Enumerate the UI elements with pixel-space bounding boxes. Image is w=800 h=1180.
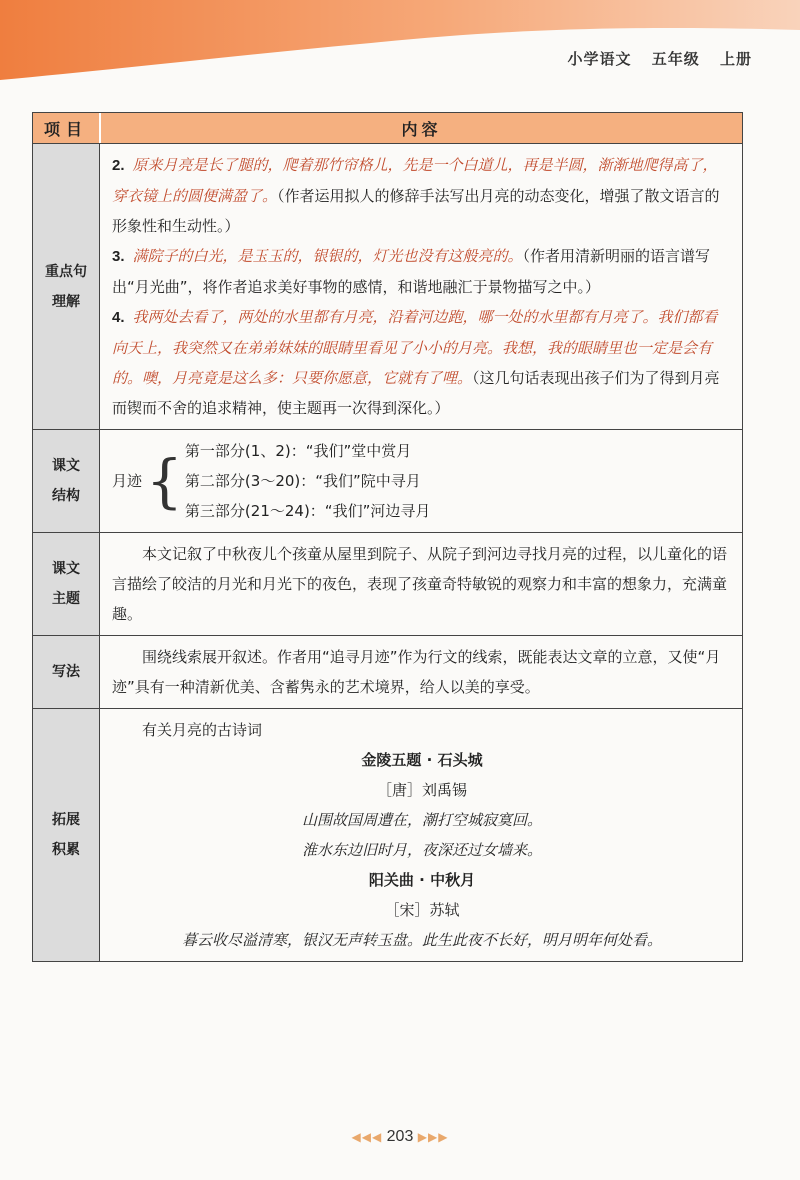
- row-writing: [33, 635, 742, 708]
- label-line: 拓展: [52, 812, 80, 828]
- content-theme: 本文记叙了中秋夜儿个孩童从屋里到院子、从院子到河边寻找月亮的过程，以儿童化的语言描绘了皎洁的月光和月光下的夜色，表现了孩童奇特敏锐的观察力和丰富的想象力，充满童趣。: [112, 545, 728, 623]
- note-text: （作者运用拟人的修辞手法写出月亮的动态变化，增强了散文语言的形象性和生动性。）: [112, 187, 720, 235]
- poem-line: 淮水东边旧时月，夜深还过女墙来。: [301, 841, 542, 859]
- note-text: （这几句话表现出孩子们为了得到月亮而锲而不舍的追求精神，使主题再一次得到深化。）: [112, 369, 720, 417]
- poem-title: 阳关曲 · 中秋月: [368, 871, 476, 889]
- quote-text: 满院子的白光，是玉玉的，银银的，灯光也没有这般亮的。: [132, 247, 523, 265]
- brace-icon: {: [146, 447, 183, 515]
- label-line: 课文: [52, 561, 80, 577]
- item-number: 4.: [112, 309, 125, 326]
- row-theme: [33, 532, 742, 635]
- label-key-sentences: [33, 144, 100, 429]
- page-footer: [0, 1128, 800, 1146]
- row-extension: [33, 708, 742, 961]
- item-number: 3.: [112, 248, 125, 265]
- left-arrows-icon: ◀◀◀: [351, 1130, 383, 1144]
- right-arrows-icon: ▶▶▶: [417, 1130, 449, 1144]
- content-structure: [100, 430, 742, 532]
- sentence-item: [112, 150, 732, 241]
- structure-part: 第三部分(21～24)：“我们”河边寻月: [184, 502, 431, 520]
- label-line: 课文: [52, 458, 80, 474]
- top-decorative-band: [0, 0, 800, 90]
- content-writing: 围绕线索展开叙述。作者用“追寻月迹”作为行文的线索，既能表达文章的立意，又使“月迹”具有一种清新优美、含蓄隽永的艺术境界，给人以美的享受。: [112, 648, 721, 696]
- row-structure: [33, 429, 742, 532]
- label-extension: [33, 709, 100, 961]
- quote-text: 原来月亮是长了腿的，爬着那竹帘格儿，先是一个白道儿，再是半圆，渐渐地爬得高了，穿衣镜上的圆便满盈了。: [112, 156, 718, 205]
- label-structure: [33, 430, 100, 532]
- sentence-item: [112, 241, 732, 302]
- poem-author: ［唐］刘禹锡: [376, 781, 467, 799]
- header-subject: 小学语文: [567, 50, 632, 68]
- row-key-sentences: [33, 143, 742, 429]
- content-key-sentences: [100, 144, 742, 429]
- page-number: 203: [386, 1128, 414, 1145]
- page-header: [553, 48, 752, 69]
- header-volume: 上册: [719, 50, 752, 68]
- label-line: 理解: [52, 293, 80, 310]
- content-extension: [100, 709, 742, 961]
- header-grade: 五年级: [651, 50, 700, 68]
- poem-title: 金陵五题 · 石头城: [361, 751, 483, 769]
- header-content: 内容: [101, 113, 742, 143]
- table-header: [33, 113, 742, 143]
- quote-text: 我两处去看了，两处的水里都有月亮，沿着河边跑，哪一处的水里都有月亮了。我们都看向天上，我突然又在弟弟妹妹的眼睛里看见了小小的月亮。我想，我的眼睛里也一定是会有的。噢，月亮竟是这么多：只要你愿意，它就有了哩。: [112, 308, 718, 387]
- label-line: 积累: [52, 842, 80, 858]
- item-number: 2.: [112, 157, 125, 174]
- header-item: 项目: [33, 113, 101, 143]
- extension-intro: 有关月亮的古诗词: [142, 721, 263, 739]
- structure-part: 第二部分(3～20)：“我们”院中寻月: [184, 472, 421, 490]
- sentence-item: [112, 302, 732, 423]
- label-line: 主题: [52, 591, 80, 607]
- structure-parts: [185, 436, 430, 526]
- label-line: 结构: [52, 488, 80, 504]
- label-line: 重点句: [45, 263, 87, 280]
- structure-part: 第一部分(1、2)：“我们”堂中赏月: [184, 442, 412, 460]
- label-writing: 写法: [33, 636, 100, 708]
- lesson-table: [32, 112, 743, 962]
- poem-line: 山围故国周遭在，潮打空城寂寞回。: [301, 811, 542, 829]
- structure-root: 月迹: [112, 472, 143, 490]
- label-theme: [33, 533, 100, 635]
- note-text: （作者用清新明丽的语言谱写出“月光曲”，将作者追求美好事物的感情，和谐地融汇于景物描写之中。）: [112, 247, 711, 296]
- poem-author: ［宋］苏轼: [384, 901, 460, 919]
- poem-line: 暮云收尽溢清寒，银汉无声转玉盘。此生此夜不长好，明月明年何处看。: [181, 931, 662, 949]
